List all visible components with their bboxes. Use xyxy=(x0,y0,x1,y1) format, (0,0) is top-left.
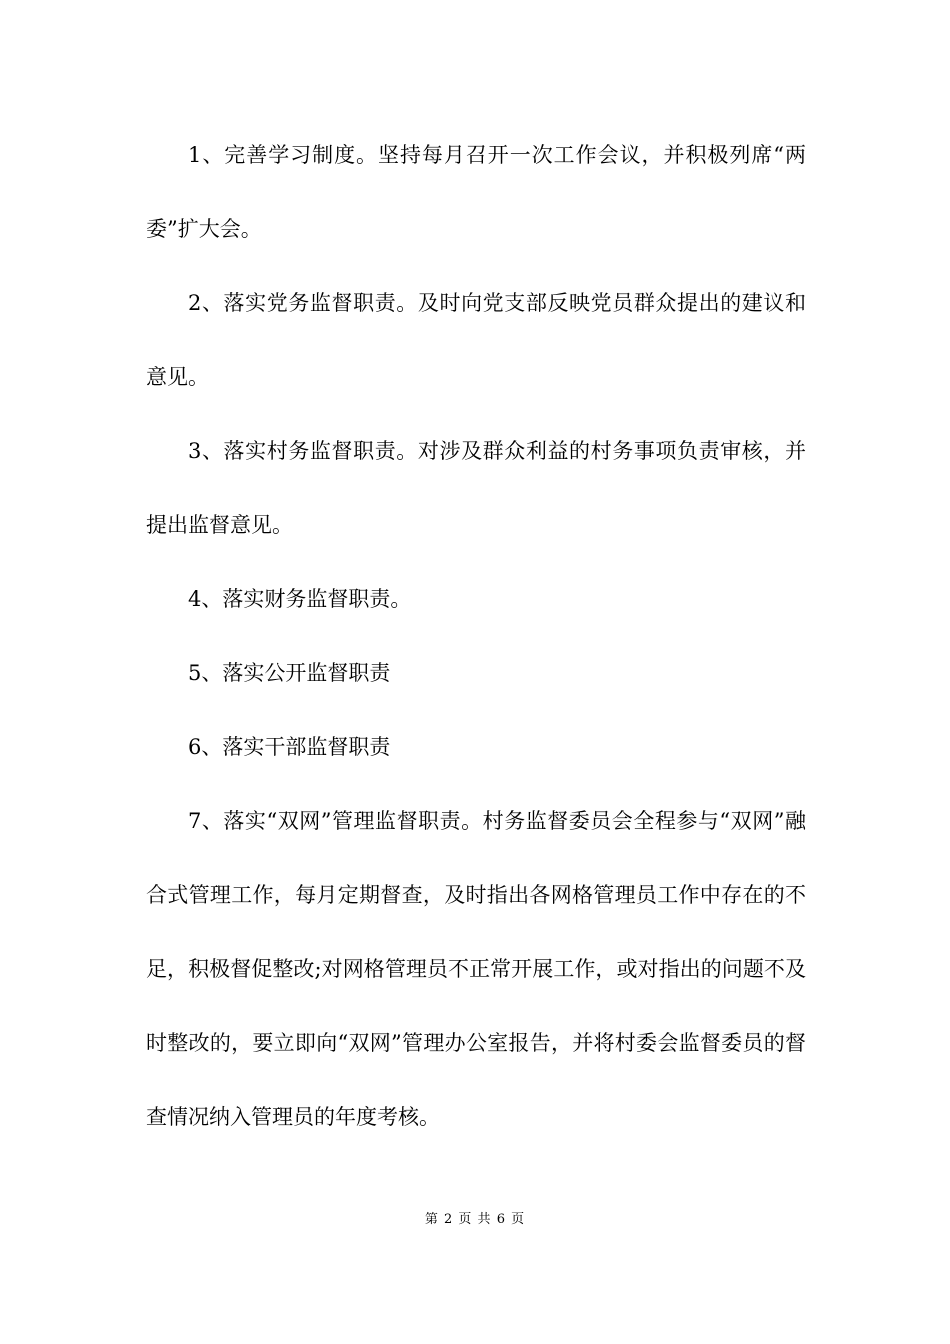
paragraph-5: 5、落实公开监督职责 xyxy=(188,661,391,685)
paragraph-4: 4、落实财务监督职责。 xyxy=(188,587,412,611)
paragraph-1: 1、完善学习制度。坚持每月召开一次工作会议，并积极列席“两委”扩大会。 xyxy=(146,143,806,241)
paragraph-2: 2、落实党务监督职责。及时向党支部反映党员群众提出的建议和意见。 xyxy=(146,291,806,389)
paragraph-3: 3、落实村务监督职责。对涉及群众利益的村务事项负责审核，并提出监督意见。 xyxy=(146,439,806,537)
page-number-footer: 第 2 页 共 6 页 xyxy=(424,1212,526,1227)
paragraph-7: 7、落实“双网”管理监督职责。村务监督委员会全程参与“双网”融合式管理工作，每月定期督查，及时指出各网格管理员工作中存在的不足，积极督促整改;对网格管理员不正常开展工作，或对指出的问题不及时整改的，要立即向“双网”管理办公室报告，并将村委会监督委员的督查情况纳入管理员的年度考核。 xyxy=(146,809,806,1129)
document-body xyxy=(146,118,806,1154)
paragraph-6: 6、落实干部监督职责 xyxy=(188,735,391,759)
